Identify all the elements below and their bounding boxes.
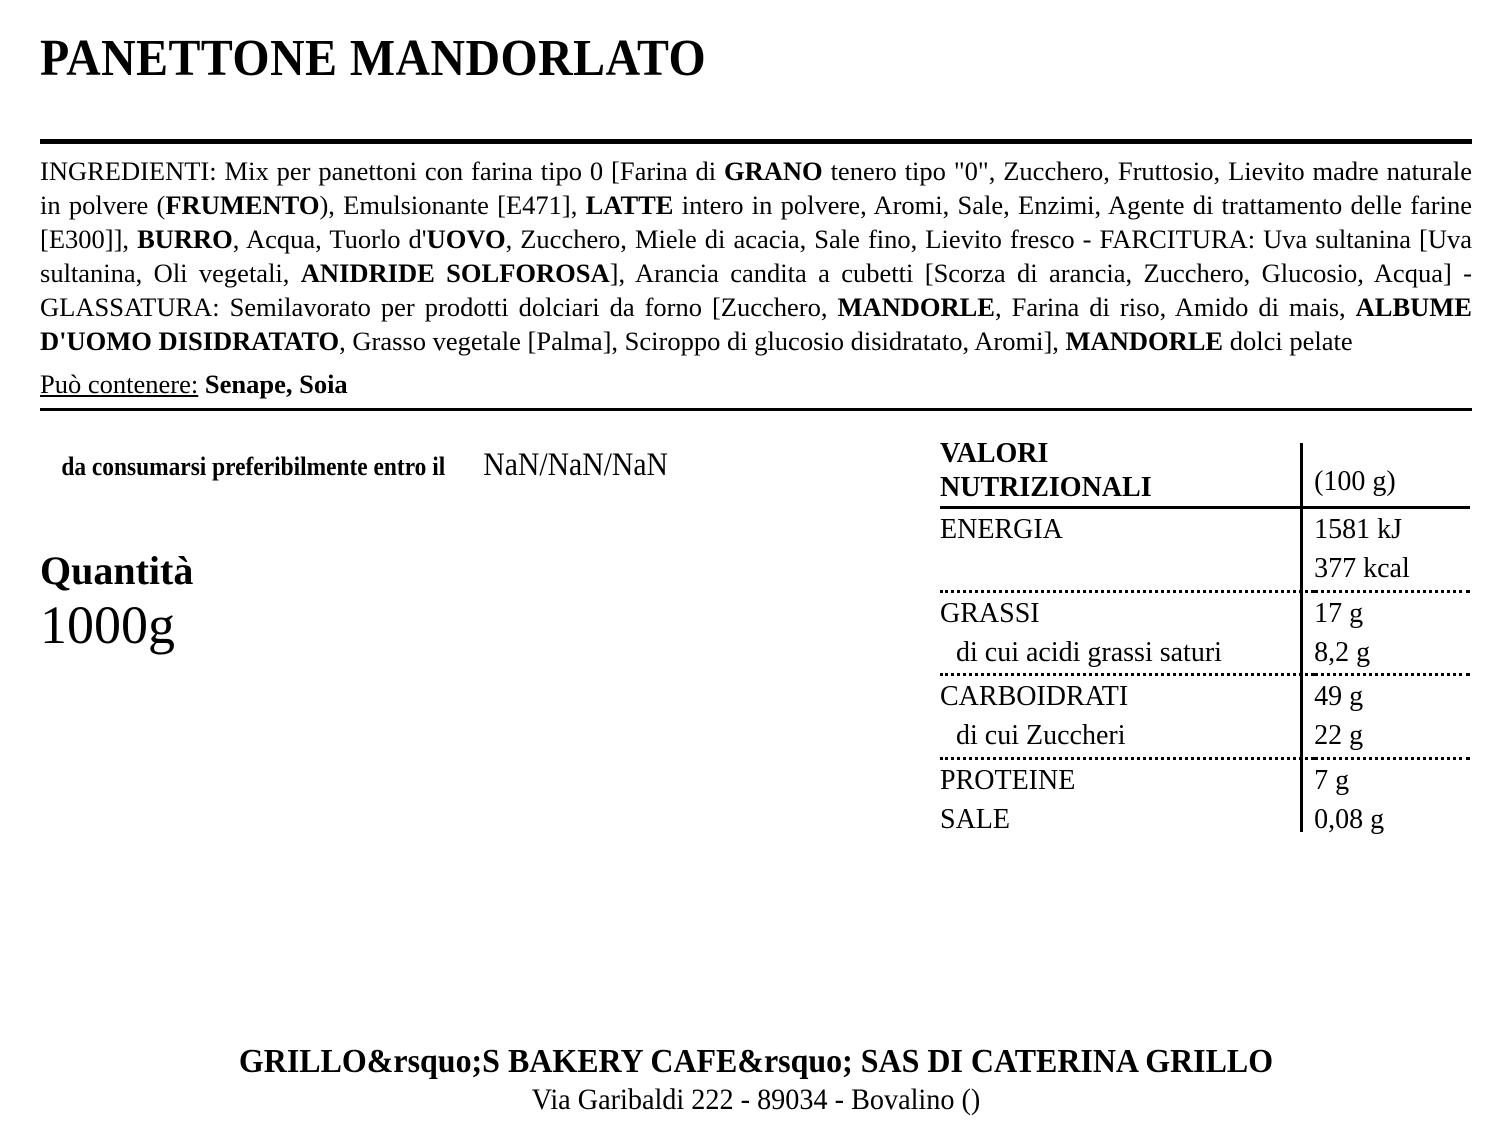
nutrition-row-name: di cui acidi grassi saturi (940, 632, 1314, 675)
table-row (940, 632, 1470, 675)
best-before-row (40, 437, 920, 484)
ingredient-allergen: MANDORLE (1065, 325, 1224, 356)
ingredient-allergen: UOVO (426, 223, 506, 254)
ingredient-run: ), Emulsionante [E471], (319, 189, 586, 220)
nutrition-row-value: 17 g (1314, 597, 1364, 629)
footer-company-name: GRILLO&rsquo;S BAKERY CAFE&rsquo; SAS DI CATERINA GRILLO (238, 1042, 1274, 1080)
nutrition-table-wrapper (940, 437, 1470, 838)
footer (40, 1042, 1472, 1118)
middle-right-column (920, 437, 1472, 838)
footer-address: Via Garibaldi 222 - 89034 - Bovalino () (531, 1083, 981, 1116)
ingredient-run: , Acqua, Tuorlo d' (232, 223, 427, 254)
nutrition-column-divider (1300, 443, 1303, 832)
table-row (940, 591, 1470, 631)
ingredient-allergen: BURRO (137, 223, 233, 254)
best-before-date: NaN/NaN/NaN (482, 446, 668, 483)
nutrition-row-value: 1581 kJ (1314, 514, 1403, 546)
table-row (940, 508, 1470, 548)
nutrition-row-name (940, 548, 1314, 591)
table-row (940, 548, 1470, 591)
nutrition-row-name: SALE (940, 803, 1010, 835)
nutrition-row-name: CARBOIDRATI (940, 681, 1129, 713)
nutrition-header-title (940, 437, 1314, 508)
nutrition-header-title-line1: VALORI (940, 437, 1049, 469)
ingredient-run: , Zucchero, Miele di acacia, Sale fino, Lievito fresco - FARCITURA: Uva sultanina [Uva sultanina, Oli vegetali, (40, 223, 1472, 288)
nutrition-row-name: GRASSI (940, 597, 1040, 629)
ingredient-allergen: ANIDRIDE SOLFOROSA (300, 257, 610, 288)
nutrition-row-value: 8,2 g (1314, 632, 1470, 675)
nutrition-row-value: 0,08 g (1314, 803, 1385, 835)
ingredient-allergen: LATTE (585, 189, 674, 220)
nutrition-row-value: 7 g (1314, 765, 1350, 797)
nutrition-row-name: di cui Zuccheri (940, 715, 1314, 758)
title-divider (40, 139, 1472, 144)
ingredient-run: , Grasso vegetale [Palma], Sciroppo di glucosio disidratato, Aromi], (339, 325, 1066, 356)
table-row (940, 759, 1470, 799)
ingredient-run: , Farina di riso, Amido di mais, (994, 291, 1356, 322)
nutrition-row-name: ENERGIA (940, 514, 1063, 546)
may-contain-line (40, 367, 1472, 401)
ingredient-run: INGREDIENTI: Mix per panettoni con farina tipo 0 [Farina di (40, 155, 725, 186)
ingredient-run: tenero tipo "0", Zucchero, Fruttosio, Lievito madre naturale in polvere ( (40, 155, 1472, 220)
best-before-label: da consumarsi preferibilmente entro il (61, 451, 446, 481)
nutrition-row-value: 377 kcal (1314, 548, 1470, 591)
nutrition-header-title-line2: NUTRIZIONALI (940, 471, 1152, 503)
nutrition-table (940, 437, 1470, 838)
ingredient-run: intero in polvere, Aromi, Sale, Enzimi, Agente di trattamento delle farine [E300]], (40, 189, 1472, 254)
table-row (940, 715, 1470, 758)
ingredient-allergen: FRUMENTO (165, 189, 320, 220)
table-row (940, 675, 1470, 715)
section-divider (40, 408, 1472, 411)
nutrition-header-row (940, 437, 1470, 508)
quantity-label: Quantità (40, 547, 194, 593)
ingredient-run: dolci pelate (1223, 325, 1353, 356)
quantity-block (40, 548, 920, 656)
ingredient-run: ], Arancia candita a cubetti [Scorza di arancia, Zucchero, Glucosio, Acqua] - GLASSATURA: Semilavorato per prodotti dolciari da forno [Zucchero, (40, 257, 1472, 322)
ingredient-allergen: GRANO (724, 155, 823, 186)
nutrition-row-value: 49 g (1314, 681, 1364, 713)
may-contain-label: Può contenere: (40, 368, 199, 399)
ingredient-allergen: MANDORLE (837, 291, 995, 322)
nutrition-row-value: 22 g (1314, 715, 1470, 758)
ingredients-text (40, 154, 1472, 358)
middle-section (40, 437, 1472, 838)
table-row (940, 799, 1470, 838)
nutrition-row-name: PROTEINE (940, 765, 1076, 797)
may-contain-values: Senape, Soia (204, 368, 348, 399)
nutrition-header-basis: (100 g) (1314, 437, 1470, 508)
middle-left-column (40, 437, 920, 838)
ingredient-allergen: ALBUME D'UOMO DISIDRATATO (40, 291, 1472, 356)
nutrition-table-body (940, 437, 1470, 838)
page-title: PANETTONE MANDORLATO (40, 30, 707, 87)
quantity-value: 1000g (40, 594, 175, 655)
